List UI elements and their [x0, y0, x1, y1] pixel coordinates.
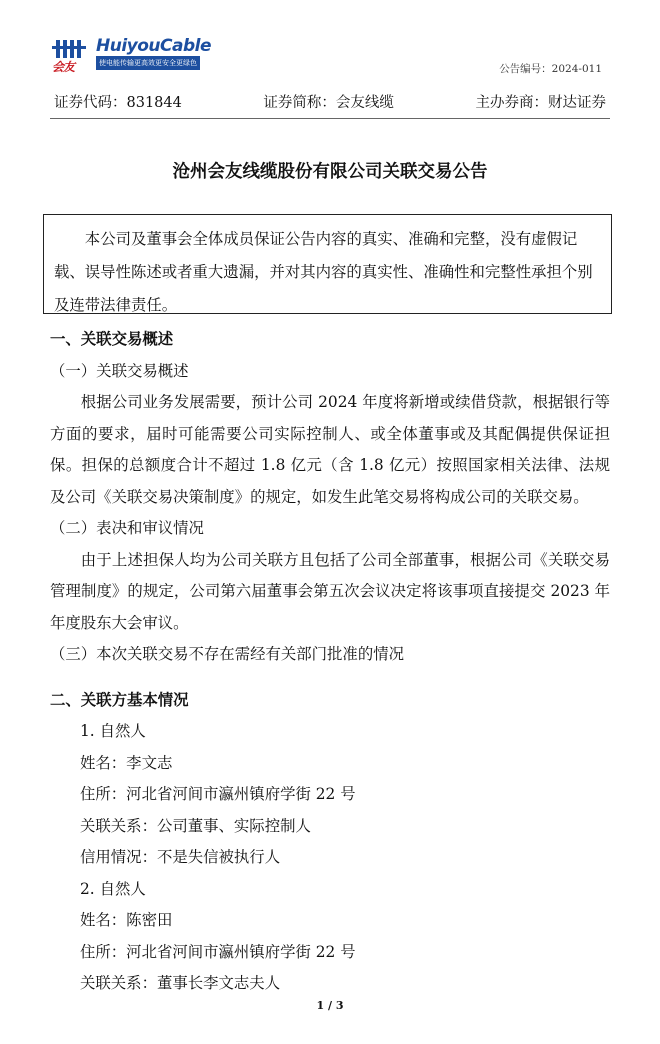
person-name: 姓名：陈密田 — [80, 911, 173, 929]
subsection-heading: （三）本次关联交易不存在需经有关部门批准的情况 — [50, 645, 404, 663]
paragraph: 根据公司业务发展需要，预计公司 2024 年度将新增或续借贷款，根据银行等方面的要求，届时可能需要公司实际控制人、或全体董事或及其配偶提供保证担保。担保的总额度合计不超过 1.8 亿元（含 1.8 亿元）按照国家相关法律、法规及公司《关联交易决策制度》的规定，如发生此笔交易将构成公司的关联交易。 — [50, 393, 610, 506]
subsection-heading: （一）关联交易概述 — [50, 361, 189, 380]
person-label: 2. 自然人 — [80, 879, 146, 898]
person-credit: 信用情况：不是失信被执行人 — [80, 848, 281, 866]
stock-code: 证券代码：831844 — [54, 95, 182, 111]
declaration-box — [43, 214, 612, 314]
declaration-text: 本公司及董事会全体成员保证公告内容的真实、准确和完整，没有虚假记载、误导性陈述或者重大遗漏，并对其内容的真实性、准确性和完整性承担个别及连带法律责任。 — [54, 230, 593, 314]
person-label: 1. 自然人 — [80, 722, 146, 740]
logo-slogan: 使电能传输更高效更安全更绿色 — [96, 56, 200, 70]
person-relation: 关联关系：公司董事、实际控制人 — [80, 816, 311, 835]
company-logo — [50, 36, 210, 76]
document-body — [50, 324, 610, 1000]
stock-name: 证券简称：会友线缆 — [263, 95, 394, 111]
person-address: 住所：河北省河间市瀛州镇府学街 22 号 — [80, 785, 356, 803]
section-heading-1: 一、关联交易概述 — [50, 330, 174, 348]
broker: 主办券商：财达证券 — [475, 95, 606, 111]
section-heading-2: 二、关联方基本情况 — [50, 690, 189, 709]
header-divider — [50, 118, 610, 119]
securities-info-row — [54, 91, 606, 113]
logo-brand-text: HuiyouCable — [96, 36, 211, 56]
announcement-number: 公告编号：2024-011 — [499, 63, 602, 75]
person-address: 住所：河北省河间市瀛州镇府学街 22 号 — [80, 942, 356, 961]
page-title: 沧州会友线缆股份有限公司关联交易公告 — [172, 162, 488, 182]
person-relation: 关联关系：董事长李文志夫人 — [80, 974, 281, 992]
paragraph: 由于上述担保人均为公司关联方且包括了公司全部董事，根据公司《关联交易管理制度》的规定，公司第六届董事会第五次会议决定将该事项直接提交 2023 年年度股东大会审议。 — [50, 550, 610, 632]
subsection-heading: （二）表决和审议情况 — [50, 519, 204, 537]
logo-chinese-text: 会友 — [52, 60, 75, 74]
page-number: 1 / 3 — [316, 999, 344, 1012]
person-name: 姓名：李文志 — [80, 753, 173, 772]
